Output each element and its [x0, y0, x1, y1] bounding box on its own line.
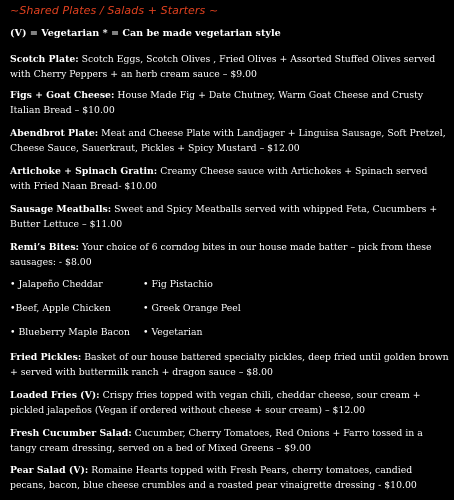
menu-item-artichoke-spinach-gratin: [10, 164, 450, 194]
menu-item-name: Sausage Meatballs:: [10, 204, 112, 215]
menu-item-description: Basket of our house battered specialty pickles, deep fried until golden brown + served with buttermilk ranch + dragon sauce – $8.00: [10, 352, 449, 378]
menu-item-loaded-fries: [10, 388, 450, 418]
menu-item-scotch-plate: [10, 52, 450, 82]
sausage-option: • Fig Pistachio: [143, 279, 213, 290]
menu-item-name: Figs + Goat Cheese:: [10, 90, 115, 101]
menu-item-description: Sweet and Spicy Meatballs served with whipped Feta, Cucumbers + Butter Lettuce – $11.00: [10, 204, 438, 230]
sausage-option: • Jalapeño Cheddar: [10, 279, 103, 290]
menu-item-description: Crispy fries topped with vegan chili, cheddar cheese, sour cream + pickled jalapeños (Vegan if ordered without cheese + sour cream) – $12.00: [10, 390, 421, 416]
menu-item-description: Meat and Cheese Plate with Landjager + Linguisa Sausage, Soft Pretzel, Cheese Sauce, Sauerkraut, Pickles + Spicy Mustard – $12.00: [10, 128, 446, 154]
sausage-option: • Vegetarian: [143, 327, 203, 338]
menu-item-description: Creamy Cheese sauce with Artichokes + Spinach served with Fried Naan Bread- $10.00: [10, 166, 428, 192]
menu-item-description: Scotch Eggs, Scotch Olives , Fried Olives + Assorted Stuffed Olives served with Cherry Peppers + an herb cream sauce – $9.00: [10, 54, 436, 80]
menu-item-name: Pear Salad (V):: [10, 465, 89, 476]
menu-item-description: Your choice of 6 corndog bites in our house made batter – pick from these sausages: - $8.00: [10, 242, 432, 268]
menu-item-figs-goat-cheese: [10, 88, 450, 118]
menu-item-description: Romaine Hearts topped with Fresh Pears, cherry tomatoes, candied pecans, bacon, blue cheese crumbles and a roasted pear vinaigrette dressing - $10.00: [10, 465, 417, 491]
menu-item-description: House Made Fig + Date Chutney, Warm Goat Cheese and Crusty Italian Bread – $10.00: [10, 90, 424, 116]
menu-item-pear-salad: [10, 463, 450, 493]
menu-item-name: Artichoke + Spinach Gratin:: [10, 166, 158, 177]
menu-item-remis-bites: [10, 240, 450, 270]
menu-item-description: Cucumber, Cherry Tomatoes, Red Onions + Farro tossed in a tangy cream dressing, served on a bed of Mixed Greens – $9.00: [10, 428, 423, 454]
section-title: ~Shared Plates / Salads + Starters ~: [10, 4, 219, 17]
sausage-option: •Beef, Apple Chicken: [10, 303, 111, 314]
menu-item-sausage-meatballs: [10, 202, 450, 232]
menu-item-name: Remi’s Bites:: [10, 242, 79, 253]
menu-item-name: Abendbrot Plate:: [10, 128, 99, 139]
sausage-option: • Greek Orange Peel: [143, 303, 241, 314]
menu-item-name: Scotch Plate:: [10, 54, 79, 65]
menu-item-name: Fried Pickles:: [10, 352, 82, 363]
menu-item-fried-pickles: [10, 350, 450, 380]
vegetarian-legend: (V) = Vegetarian * = Can be made vegetarian style: [10, 28, 281, 39]
menu-item-name: Fresh Cucumber Salad:: [10, 428, 132, 439]
sausage-option: • Blueberry Maple Bacon: [10, 327, 130, 338]
menu-item-name: Loaded Fries (V):: [10, 390, 100, 401]
menu-item-abendbrot-plate: [10, 126, 450, 156]
menu-item-fresh-cucumber-salad: [10, 426, 450, 456]
